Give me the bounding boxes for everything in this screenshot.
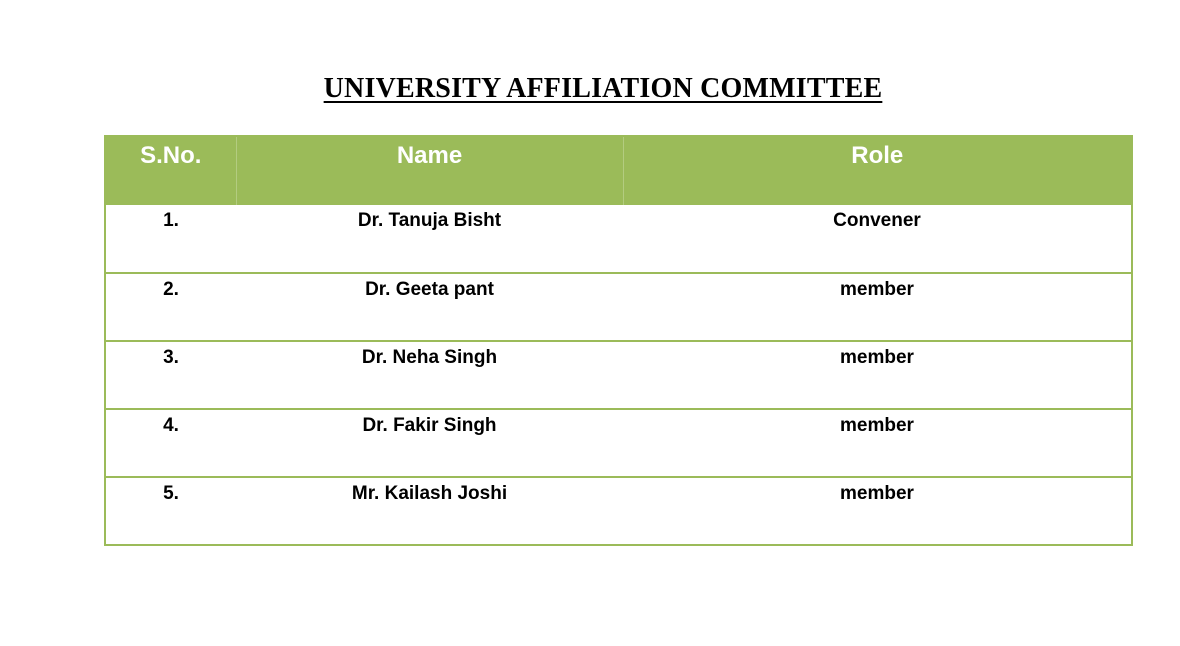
table-row xyxy=(105,205,1132,273)
table-body xyxy=(105,205,1132,545)
header-role: Role xyxy=(623,136,1132,205)
committee-table xyxy=(104,135,1133,546)
cell-name: Dr. Geeta pant xyxy=(236,273,623,341)
cell-role: member xyxy=(623,341,1132,409)
header-sno: S.No. xyxy=(105,136,236,205)
table-row xyxy=(105,273,1132,341)
cell-role: Convener xyxy=(623,205,1132,273)
table-row xyxy=(105,477,1132,545)
header-name: Name xyxy=(236,136,623,205)
cell-name: Dr. Fakir Singh xyxy=(236,409,623,477)
cell-name: Dr. Neha Singh xyxy=(236,341,623,409)
cell-sno: 1. xyxy=(105,205,236,273)
cell-sno: 4. xyxy=(105,409,236,477)
cell-name: Dr. Tanuja Bisht xyxy=(236,205,623,273)
table-row xyxy=(105,409,1132,477)
document-title: UNIVERSITY AFFILIATION COMMITTEE xyxy=(323,73,883,104)
cell-sno: 3. xyxy=(105,341,236,409)
cell-role: member xyxy=(623,273,1132,341)
cell-role: member xyxy=(623,477,1132,545)
cell-name: Mr. Kailash Joshi xyxy=(236,477,623,545)
table-header xyxy=(105,136,1132,205)
table-row xyxy=(105,341,1132,409)
header-row xyxy=(105,136,1132,205)
cell-sno: 2. xyxy=(105,273,236,341)
cell-sno: 5. xyxy=(105,477,236,545)
cell-role: member xyxy=(623,409,1132,477)
